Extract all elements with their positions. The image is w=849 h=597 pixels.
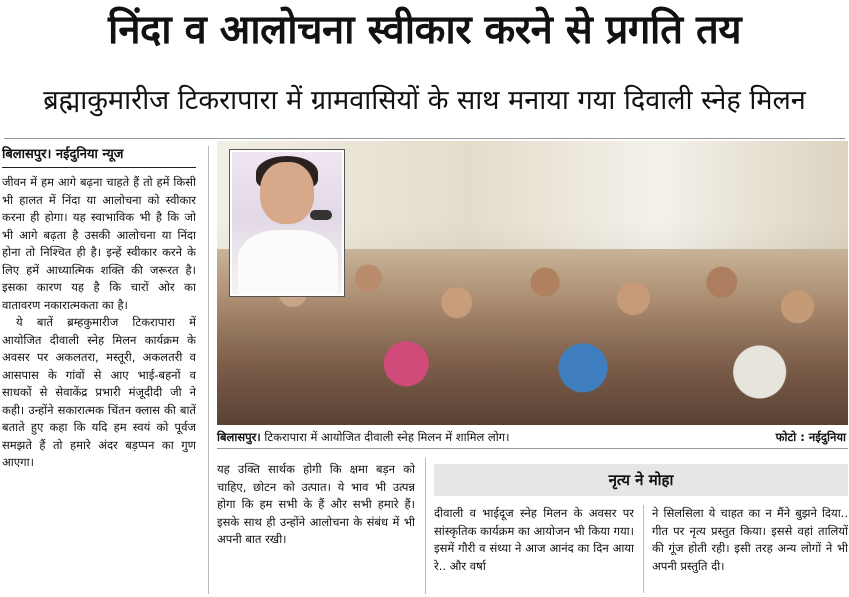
box-title: नृत्य ने मोहा: [434, 464, 848, 496]
left-column: [2, 146, 196, 594]
photo-credit: फोटो : नईदुनिया: [775, 430, 846, 444]
box-column-1: [434, 505, 634, 593]
box-column-2: [652, 505, 848, 593]
caption-text: टिकरापारा में आयोजित दीवाली स्नेह मिलन में शामिल लोग।: [260, 430, 510, 444]
subheadline: ब्रह्माकुमारीज टिकरापारा में ग्रामवासियों के साथ मनाया गया दिवाली स्नेह मिलन: [43, 85, 806, 116]
column-divider-3: [643, 505, 644, 593]
headline: निंदा व आलोचना स्वीकार करने से प्रगति तय: [107, 7, 742, 53]
photo-caption: [217, 428, 848, 446]
paragraph-2: ये बातें ब्रम्हकुमारीज टिकरापारा में आयोजित दीवाली स्नेह मिलन कार्यक्रम के अवसर पर अकलतरा, मस्तूरी, अकलतरी व आसपास के गांवों से आए भाई-बहनों व साधकों से सेवाकेंद्र प्रभारी मंजूदीदी जी ने कही। उन्होंने सकारात्मक चिंतन क्लास की बातें बताते हुए कहा कि यदि हम स्वयं को पूर्वज समझते हैं तो हमारे अंदर बड़प्पन का गुण आएगा।: [2, 315, 196, 469]
caption-divider: [217, 448, 848, 449]
column-divider-2: [425, 458, 426, 594]
inset-person-body: [238, 230, 338, 296]
microphone-icon: [310, 210, 332, 220]
inset-person-face: [260, 162, 314, 224]
inset-portrait-photo: [230, 150, 344, 296]
box-paragraph-1: दीवाली व भाईदूज स्नेह मिलन के अवसर पर सांस्कृतिक कार्यक्रम का आयोजन भी किया गया। इसमें गौरी व संध्या ने आज आनंद का दिन आया रे.. और वर्षा: [434, 506, 634, 573]
column-divider: [208, 146, 209, 594]
caption-location: बिलासपुर।: [217, 430, 261, 444]
paragraph-1: जीवन में हम आगे बढ़ना चाहते हैं तो हमें किसी भी हालत में निंदा या आलोचना को स्वीकार करना ही होगा। यह स्वाभाविक भी है कि जो भी आगे बढ़ता है उसकी आलोचना या निंदा होना तो निश्चित ही है। इन्हें स्वीकार करने के लिए हमें आध्यात्मिक शक्ति की जरूरत है। इसका कारण यह है कि चारों ओर का वातावरण नकारात्मकता का है।: [2, 175, 196, 312]
middle-column: [217, 461, 415, 593]
box-paragraph-2: ने सिलसिला ये चाहत का न मैंने बुझने दिया.. गीत पर नृत्य प्रस्तुत किया। इससे वहां तालियों की गूंज होती रही। इसी तरह अन्य लोगों ने भी अपनी प्रस्तुति दी।: [652, 506, 848, 573]
dateline: बिलासपुर। नईदुनिया न्यूज: [2, 146, 196, 168]
top-divider: [4, 138, 845, 139]
middle-paragraph: यह उक्ति सार्थक होगी कि क्षमा बड़न को चाहिए, छोटन को उत्पात। ये भाव भी उत्पन्न होगा कि हम सभी के हैं और सभी हमारे हैं। इसके साथ ही उन्होंने आलोचना के संबंध में भी अपनी बात रखी।: [217, 462, 415, 546]
